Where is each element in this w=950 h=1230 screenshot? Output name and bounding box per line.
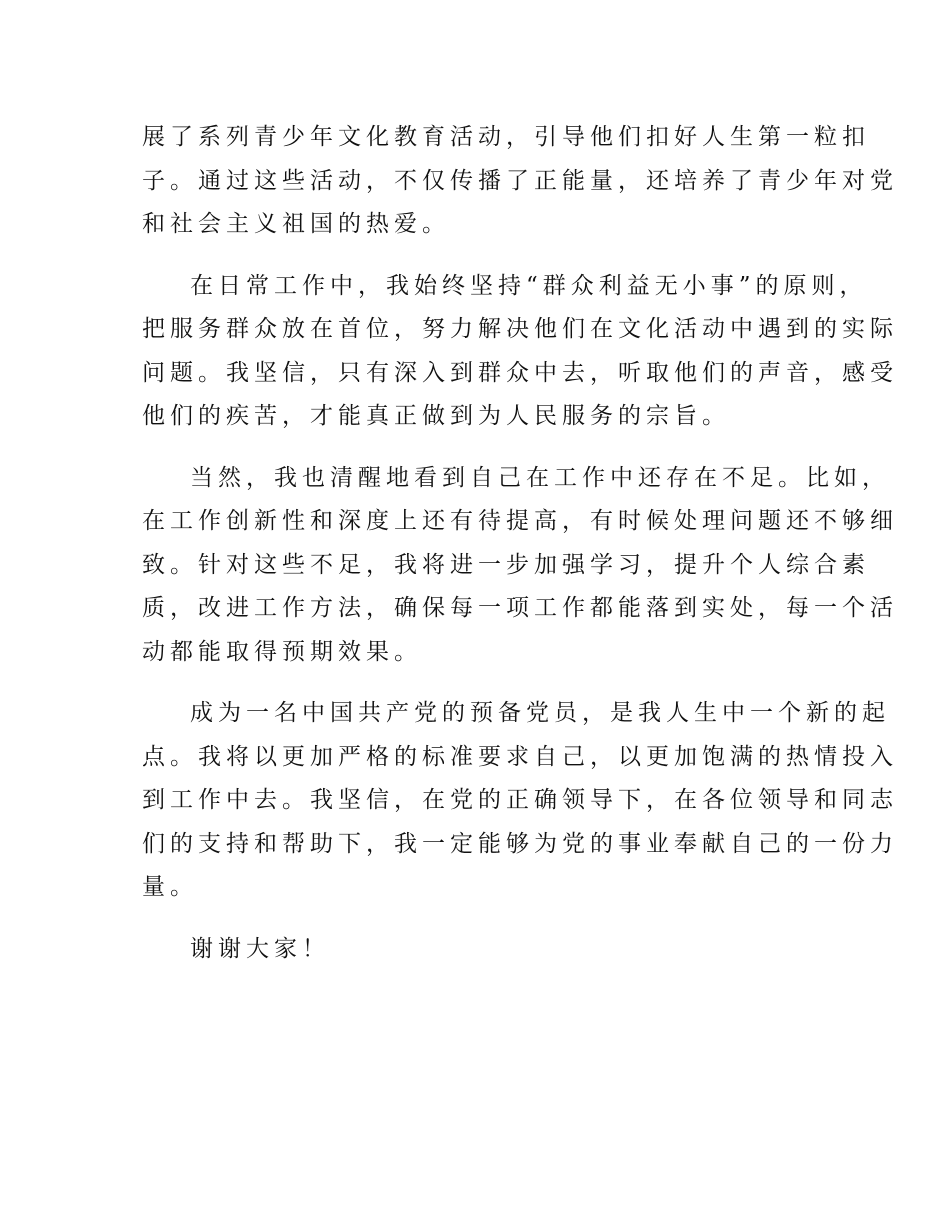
paragraph-1 (142, 116, 898, 247)
text-line: 在工作创新性和深度上还有待提高，有时候处理问题还不够细 (142, 508, 898, 534)
document-body (142, 116, 898, 989)
text-line: 点。我将以更加严格的标准要求自己，以更加饱满的热情投入 (142, 743, 898, 770)
text-line: 把服务群众放在首位，努力解决他们在文化活动中遇到的实际 (142, 316, 898, 342)
text-line: 动都能取得预期效果。 (142, 638, 422, 665)
text-line: 问题。我坚信，只有深入到群众中去，听取他们的声音，感受 (142, 359, 898, 386)
text-line: 当然，我也清醒地看到自己在工作中还存在不足。比如， (190, 464, 890, 491)
text-line: 子。通过这些活动，不仅传播了正能量，还培养了青少年对党 (142, 167, 898, 194)
text-line: 在日常工作中，我始终坚持“群众利益无小事”的原则， (190, 272, 868, 299)
text-line: 质，改进工作方法，确保每一项工作都能落到实处，每一个活 (142, 595, 898, 621)
paragraph-5 (142, 928, 812, 972)
text-line: 和社会主义祖国的热爱。 (142, 211, 450, 237)
text-line: 展了系列青少年文化教育活动，引导他们扣好人生第一粒扣 (142, 124, 870, 150)
text-line: 致。针对这些不足，我将进一步加强学习，提升个人综合素 (142, 551, 870, 578)
paragraph-2 (142, 265, 898, 439)
text-line: 他们的疾苦，才能真正做到为人民服务的宗旨。 (142, 403, 730, 429)
text-line: 量。 (142, 874, 198, 900)
text-line: 谢谢大家！ (190, 935, 330, 962)
paragraph-3 (142, 457, 898, 675)
paragraph-4 (142, 692, 898, 910)
text-line: 成为一名中国共产党的预备党员，是我人生中一个新的起 (190, 700, 890, 726)
text-line: 们的支持和帮助下，我一定能够为党的事业奉献自己的一份力 (142, 830, 898, 857)
text-line: 到工作中去。我坚信，在党的正确领导下，在各位领导和同志 (142, 787, 898, 813)
